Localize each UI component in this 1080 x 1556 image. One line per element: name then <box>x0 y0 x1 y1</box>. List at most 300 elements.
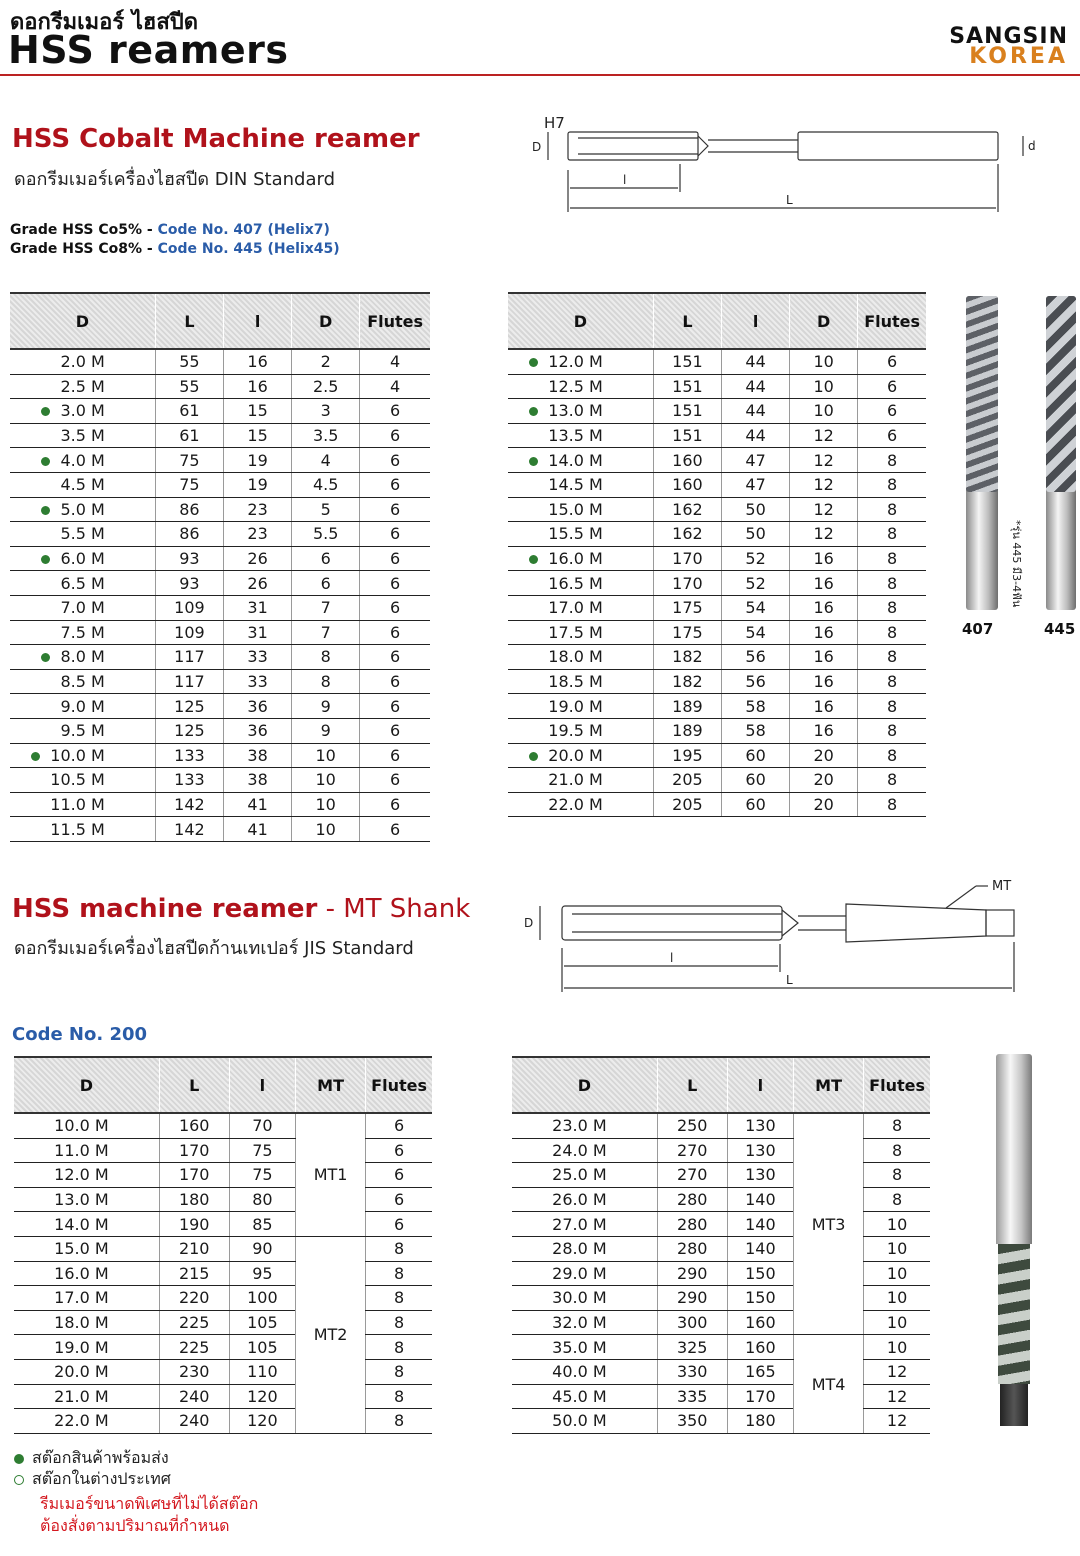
cell-l: 19 <box>224 448 292 473</box>
cell-L: 125 <box>155 694 223 719</box>
header-divider <box>0 74 1080 76</box>
cell-D: 18.0 M <box>14 1310 159 1335</box>
legend-overseas <box>14 1467 171 1492</box>
cell-flutes: 8 <box>858 497 926 522</box>
table-row <box>10 645 430 670</box>
cell-flutes: 4 <box>360 374 430 399</box>
cell-D: 17.5 M <box>508 620 653 645</box>
cell-d: 10 <box>790 349 858 374</box>
cell-d: 3.5 <box>292 423 360 448</box>
cell-D: 21.0 M <box>14 1384 159 1409</box>
cell-l: 140 <box>727 1236 793 1261</box>
cell-D: 50.0 M <box>512 1409 657 1434</box>
table-row <box>512 1310 930 1335</box>
cell-D: 10.5 M <box>10 768 155 793</box>
table-row <box>512 1359 930 1384</box>
grade1-code: Code No. 407 (Helix7) <box>157 222 330 238</box>
cell-d: 20 <box>790 792 858 817</box>
cell-L: 240 <box>159 1409 229 1434</box>
cell-d: 16 <box>790 546 858 571</box>
cell-D: 17.0 M <box>508 595 653 620</box>
cell-d: 16 <box>790 595 858 620</box>
cell-L: 230 <box>159 1359 229 1384</box>
grade1-label: Grade HSS Co5% - <box>10 222 158 238</box>
cell-l: 105 <box>229 1335 295 1360</box>
cell-flutes: 6 <box>360 399 430 424</box>
mt-reamer-tang <box>1000 1384 1028 1426</box>
cell-L: 109 <box>155 620 223 645</box>
cell-l: 54 <box>722 620 790 645</box>
table-row <box>14 1310 432 1335</box>
col-header-mt: MT <box>794 1057 864 1113</box>
col-header-flutes: Flutes <box>360 293 430 349</box>
cell-D: 11.0 M <box>10 792 155 817</box>
table-row <box>10 694 430 719</box>
cell-D: 13.5 M <box>508 423 653 448</box>
cell-L: 290 <box>657 1261 727 1286</box>
col-header-L: L <box>657 1057 727 1113</box>
cell-L: 151 <box>653 423 721 448</box>
cell-D: 7.0 M <box>10 595 155 620</box>
col-header-mt: MT <box>296 1057 366 1113</box>
cell-L: 300 <box>657 1310 727 1335</box>
cell-flutes: 8 <box>858 571 926 596</box>
cell-D: 20.0 M <box>508 743 653 768</box>
cell-D: 20.0 M <box>14 1359 159 1384</box>
cell-d: 8 <box>292 645 360 670</box>
cell-l: 58 <box>722 718 790 743</box>
diagram1-l-label: l <box>623 173 627 187</box>
cell-L: 142 <box>155 792 223 817</box>
cell-flutes: 8 <box>858 546 926 571</box>
cell-D: 2.5 M <box>10 374 155 399</box>
col-header-l: l <box>722 293 790 349</box>
cell-D: 25.0 M <box>512 1163 657 1188</box>
cell-d: 10 <box>292 743 360 768</box>
cell-L: 195 <box>653 743 721 768</box>
table-row <box>14 1212 432 1237</box>
cell-L: 220 <box>159 1286 229 1311</box>
cell-L: 162 <box>653 497 721 522</box>
table-row <box>508 743 926 768</box>
cell-l: 140 <box>727 1187 793 1212</box>
cell-l: 52 <box>722 546 790 571</box>
table-row <box>512 1212 930 1237</box>
cell-l: 150 <box>727 1261 793 1286</box>
cell-flutes: 4 <box>360 349 430 374</box>
cell-D: 15.0 M <box>14 1236 159 1261</box>
cell-l: 150 <box>727 1286 793 1311</box>
table-row <box>512 1286 930 1311</box>
diagram1-D-label: D <box>532 140 542 154</box>
cell-flutes: 8 <box>366 1384 432 1409</box>
cell-D: 11.5 M <box>10 817 155 842</box>
cell-D: 4.0 M <box>10 448 155 473</box>
cell-L: 93 <box>155 571 223 596</box>
cell-d: 10 <box>292 792 360 817</box>
cell-L: 270 <box>657 1138 727 1163</box>
cell-d: 12 <box>790 423 858 448</box>
table-row <box>508 374 926 399</box>
table-row <box>14 1359 432 1384</box>
cell-l: 140 <box>727 1212 793 1237</box>
table-row <box>14 1409 432 1434</box>
cell-L: 205 <box>653 792 721 817</box>
cell-D: 3.5 M <box>10 423 155 448</box>
cell-d: 12 <box>790 522 858 547</box>
table-row <box>512 1384 930 1409</box>
cell-l: 54 <box>722 595 790 620</box>
cell-flutes: 12 <box>864 1359 930 1384</box>
cell-L: 270 <box>657 1163 727 1188</box>
cell-D: 14.0 M <box>508 448 653 473</box>
cell-flutes: 6 <box>360 768 430 793</box>
cell-flutes: 8 <box>858 768 926 793</box>
col-header-D: D <box>14 1057 159 1113</box>
cell-L: 182 <box>653 669 721 694</box>
cell-L: 280 <box>657 1187 727 1212</box>
cell-L: 160 <box>653 448 721 473</box>
cell-d: 16 <box>790 571 858 596</box>
cell-D: 12.0 M <box>508 349 653 374</box>
cell-flutes: 6 <box>366 1187 432 1212</box>
table-row <box>10 546 430 571</box>
cell-L: 75 <box>155 448 223 473</box>
table-row <box>10 595 430 620</box>
legend-overseas-text: สต๊อกในต่างประเทศ <box>32 1469 171 1488</box>
legend-in-stock-text: สต๊อกสินค้าพร้อมส่ง <box>32 1448 169 1467</box>
table-row <box>10 497 430 522</box>
cell-D: 18.5 M <box>508 669 653 694</box>
cell-l: 90 <box>229 1236 295 1261</box>
cell-d: 12 <box>790 472 858 497</box>
cell-L: 133 <box>155 768 223 793</box>
cell-d: 16 <box>790 645 858 670</box>
cell-L: 117 <box>155 669 223 694</box>
cell-D: 28.0 M <box>512 1236 657 1261</box>
cell-l: 23 <box>224 522 292 547</box>
cell-flutes: 8 <box>366 1286 432 1311</box>
cell-d: 2.5 <box>292 374 360 399</box>
table-row <box>10 374 430 399</box>
cell-d: 2 <box>292 349 360 374</box>
table-row <box>508 472 926 497</box>
cell-l: 47 <box>722 448 790 473</box>
cell-d: 5 <box>292 497 360 522</box>
section2-title-suffix: - MT Shank <box>317 894 471 924</box>
stock-dot-icon <box>529 555 538 564</box>
cell-flutes: 6 <box>366 1163 432 1188</box>
filled-dot-icon <box>14 1454 24 1464</box>
cell-mt: MT1 <box>296 1113 366 1236</box>
cell-D: 18.0 M <box>508 645 653 670</box>
stock-dot-icon <box>529 457 538 466</box>
col-header-d: D <box>292 293 360 349</box>
cobalt-table-left <box>10 292 430 842</box>
reamer-445-note: *รุ่น 445 มี3-4ฟัน <box>1010 520 1023 608</box>
cell-D: 35.0 M <box>512 1335 657 1360</box>
section2-title <box>12 894 470 924</box>
cell-flutes: 12 <box>864 1409 930 1434</box>
brand-logo-bottom: KOREA <box>969 44 1068 69</box>
cell-L: 93 <box>155 546 223 571</box>
table-row <box>508 349 926 374</box>
cell-D: 29.0 M <box>512 1261 657 1286</box>
diagram1-d-label: d <box>1028 139 1036 153</box>
col-header-flutes: Flutes <box>858 293 926 349</box>
cell-l: 50 <box>722 522 790 547</box>
cell-L: 225 <box>159 1310 229 1335</box>
table-row <box>508 620 926 645</box>
cell-flutes: 8 <box>864 1138 930 1163</box>
cell-l: 38 <box>224 743 292 768</box>
table-row <box>512 1163 930 1188</box>
cell-flutes: 10 <box>864 1236 930 1261</box>
cell-D: 14.0 M <box>14 1212 159 1237</box>
table-row <box>508 497 926 522</box>
col-header-D: D <box>10 293 155 349</box>
table-row <box>508 423 926 448</box>
cell-D: 6.5 M <box>10 571 155 596</box>
cell-flutes: 6 <box>360 620 430 645</box>
cobalt-table-right <box>508 292 926 817</box>
table-row <box>10 522 430 547</box>
col-header-D: D <box>508 293 653 349</box>
cell-l: 56 <box>722 669 790 694</box>
cell-d: 20 <box>790 743 858 768</box>
cell-D: 15.0 M <box>508 497 653 522</box>
table-row <box>508 768 926 793</box>
cell-L: 86 <box>155 522 223 547</box>
cell-l: 120 <box>229 1384 295 1409</box>
cell-L: 151 <box>653 349 721 374</box>
table-row <box>508 595 926 620</box>
cell-D: 16.5 M <box>508 571 653 596</box>
cell-L: 189 <box>653 694 721 719</box>
cell-l: 23 <box>224 497 292 522</box>
cell-D: 8.5 M <box>10 669 155 694</box>
cell-L: 330 <box>657 1359 727 1384</box>
cell-L: 240 <box>159 1384 229 1409</box>
table-row <box>512 1138 930 1163</box>
cell-l: 160 <box>727 1335 793 1360</box>
cell-l: 47 <box>722 472 790 497</box>
stock-dot-icon <box>41 653 50 662</box>
photo-caption-445: 445 <box>1044 620 1076 638</box>
cell-D: 16.0 M <box>14 1261 159 1286</box>
brand-logo-top: SANGSIN <box>949 24 1068 49</box>
reamer-407-photo <box>966 296 998 610</box>
stock-dot-icon <box>529 358 538 367</box>
table-row <box>10 817 430 842</box>
cell-flutes: 6 <box>360 546 430 571</box>
cell-L: 170 <box>653 546 721 571</box>
cell-D: 30.0 M <box>512 1286 657 1311</box>
table-header-row <box>14 1057 432 1113</box>
cell-flutes: 8 <box>858 694 926 719</box>
col-header-D: D <box>512 1057 657 1113</box>
cell-d: 16 <box>790 694 858 719</box>
cell-d: 10 <box>790 399 858 424</box>
cell-L: 189 <box>653 718 721 743</box>
cell-D: 22.0 M <box>14 1409 159 1434</box>
cell-l: 56 <box>722 645 790 670</box>
cell-l: 15 <box>224 423 292 448</box>
table-row <box>512 1409 930 1434</box>
cell-flutes: 8 <box>858 645 926 670</box>
cell-L: 350 <box>657 1409 727 1434</box>
cell-l: 85 <box>229 1212 295 1237</box>
stock-dot-icon <box>31 752 40 761</box>
col-header-d: D <box>790 293 858 349</box>
cell-d: 7 <box>292 595 360 620</box>
cell-d: 6 <box>292 546 360 571</box>
reamer-445-flutes <box>1046 296 1076 492</box>
cell-flutes: 8 <box>858 472 926 497</box>
cell-l: 26 <box>224 571 292 596</box>
table-row <box>508 546 926 571</box>
cell-flutes: 8 <box>366 1359 432 1384</box>
table-row <box>512 1187 930 1212</box>
cell-d: 20 <box>790 768 858 793</box>
table-row <box>14 1286 432 1311</box>
cell-flutes: 6 <box>360 669 430 694</box>
cell-flutes: 8 <box>858 448 926 473</box>
cell-flutes: 8 <box>864 1187 930 1212</box>
cell-d: 9 <box>292 718 360 743</box>
cell-l: 58 <box>722 694 790 719</box>
col-header-l: l <box>727 1057 793 1113</box>
cell-L: 151 <box>653 374 721 399</box>
cell-l: 50 <box>722 497 790 522</box>
table-row <box>508 718 926 743</box>
cell-l: 160 <box>727 1310 793 1335</box>
cell-flutes: 6 <box>360 497 430 522</box>
cell-flutes: 8 <box>366 1236 432 1261</box>
cell-l: 44 <box>722 374 790 399</box>
cell-flutes: 6 <box>366 1113 432 1138</box>
cell-D: 23.0 M <box>512 1113 657 1138</box>
cell-L: 182 <box>653 645 721 670</box>
cell-flutes: 6 <box>360 792 430 817</box>
cell-l: 26 <box>224 546 292 571</box>
cell-l: 38 <box>224 768 292 793</box>
cell-l: 44 <box>722 423 790 448</box>
table-row <box>10 399 430 424</box>
section2-subtitle: ดอกรีมเมอร์เครื่องไฮสปีดก้านเทเปอร์ JIS Standard <box>14 938 414 959</box>
cell-flutes: 10 <box>864 1310 930 1335</box>
cell-L: 170 <box>159 1163 229 1188</box>
cell-flutes: 10 <box>864 1286 930 1311</box>
cell-L: 109 <box>155 595 223 620</box>
cell-flutes: 8 <box>858 669 926 694</box>
cell-l: 36 <box>224 694 292 719</box>
cell-L: 151 <box>653 399 721 424</box>
cell-l: 170 <box>727 1384 793 1409</box>
diagram2-L-label: L <box>786 973 793 987</box>
table-row <box>10 423 430 448</box>
cell-l: 60 <box>722 768 790 793</box>
cell-L: 280 <box>657 1236 727 1261</box>
cell-flutes: 8 <box>366 1335 432 1360</box>
cell-l: 41 <box>224 792 292 817</box>
cell-D: 10.0 M <box>10 743 155 768</box>
cell-D: 7.5 M <box>10 620 155 645</box>
cell-L: 280 <box>657 1212 727 1237</box>
cell-flutes: 6 <box>366 1212 432 1237</box>
col-header-flutes: Flutes <box>366 1057 432 1113</box>
cell-l: 36 <box>224 718 292 743</box>
cell-mt: MT4 <box>794 1335 864 1433</box>
cell-d: 12 <box>790 448 858 473</box>
diagram2-mt-label: MT <box>992 879 1012 894</box>
header-title: HSS reamers <box>8 28 289 72</box>
cell-L: 250 <box>657 1113 727 1138</box>
cell-flutes: 8 <box>858 792 926 817</box>
table-row <box>14 1335 432 1360</box>
table-header-row <box>10 293 430 349</box>
cell-flutes: 8 <box>366 1310 432 1335</box>
mt-reamer-flute-body <box>996 1054 1032 1244</box>
cell-D: 32.0 M <box>512 1310 657 1335</box>
cell-L: 61 <box>155 399 223 424</box>
cell-l: 16 <box>224 374 292 399</box>
mt-reamer-shank <box>998 1244 1030 1384</box>
cell-L: 160 <box>653 472 721 497</box>
mt-reamer-diagram <box>516 872 1036 996</box>
cell-D: 45.0 M <box>512 1384 657 1409</box>
cell-flutes: 6 <box>360 423 430 448</box>
cell-d: 4.5 <box>292 472 360 497</box>
table-row <box>508 522 926 547</box>
table-row <box>10 792 430 817</box>
cell-flutes: 8 <box>366 1261 432 1286</box>
cell-L: 55 <box>155 349 223 374</box>
cell-L: 75 <box>155 472 223 497</box>
col-header-flutes: Flutes <box>864 1057 930 1113</box>
table-row <box>508 694 926 719</box>
cell-l: 33 <box>224 645 292 670</box>
cell-D: 17.0 M <box>14 1286 159 1311</box>
cell-d: 7 <box>292 620 360 645</box>
cell-D: 19.5 M <box>508 718 653 743</box>
cell-l: 120 <box>229 1409 295 1434</box>
diagram2-D-label: D <box>524 916 534 930</box>
table-row <box>10 620 430 645</box>
section1-subtitle: ดอกรีมเมอร์เครื่องไฮสปีด DIN Standard <box>14 169 335 190</box>
cell-flutes: 6 <box>360 817 430 842</box>
cell-flutes: 6 <box>858 374 926 399</box>
cell-l: 75 <box>229 1163 295 1188</box>
cell-d: 10 <box>292 768 360 793</box>
cell-flutes: 6 <box>360 645 430 670</box>
table-row <box>10 448 430 473</box>
table-row <box>10 669 430 694</box>
cell-L: 162 <box>653 522 721 547</box>
cell-l: 31 <box>224 620 292 645</box>
cell-L: 55 <box>155 374 223 399</box>
cell-D: 12.0 M <box>14 1163 159 1188</box>
cell-L: 61 <box>155 423 223 448</box>
cell-D: 9.5 M <box>10 718 155 743</box>
cell-l: 130 <box>727 1113 793 1138</box>
cell-d: 12 <box>790 497 858 522</box>
table-row <box>508 571 926 596</box>
cell-d: 16 <box>790 718 858 743</box>
cell-l: 80 <box>229 1187 295 1212</box>
section1-title: HSS Cobalt Machine reamer <box>12 124 420 154</box>
cell-D: 21.0 M <box>508 768 653 793</box>
